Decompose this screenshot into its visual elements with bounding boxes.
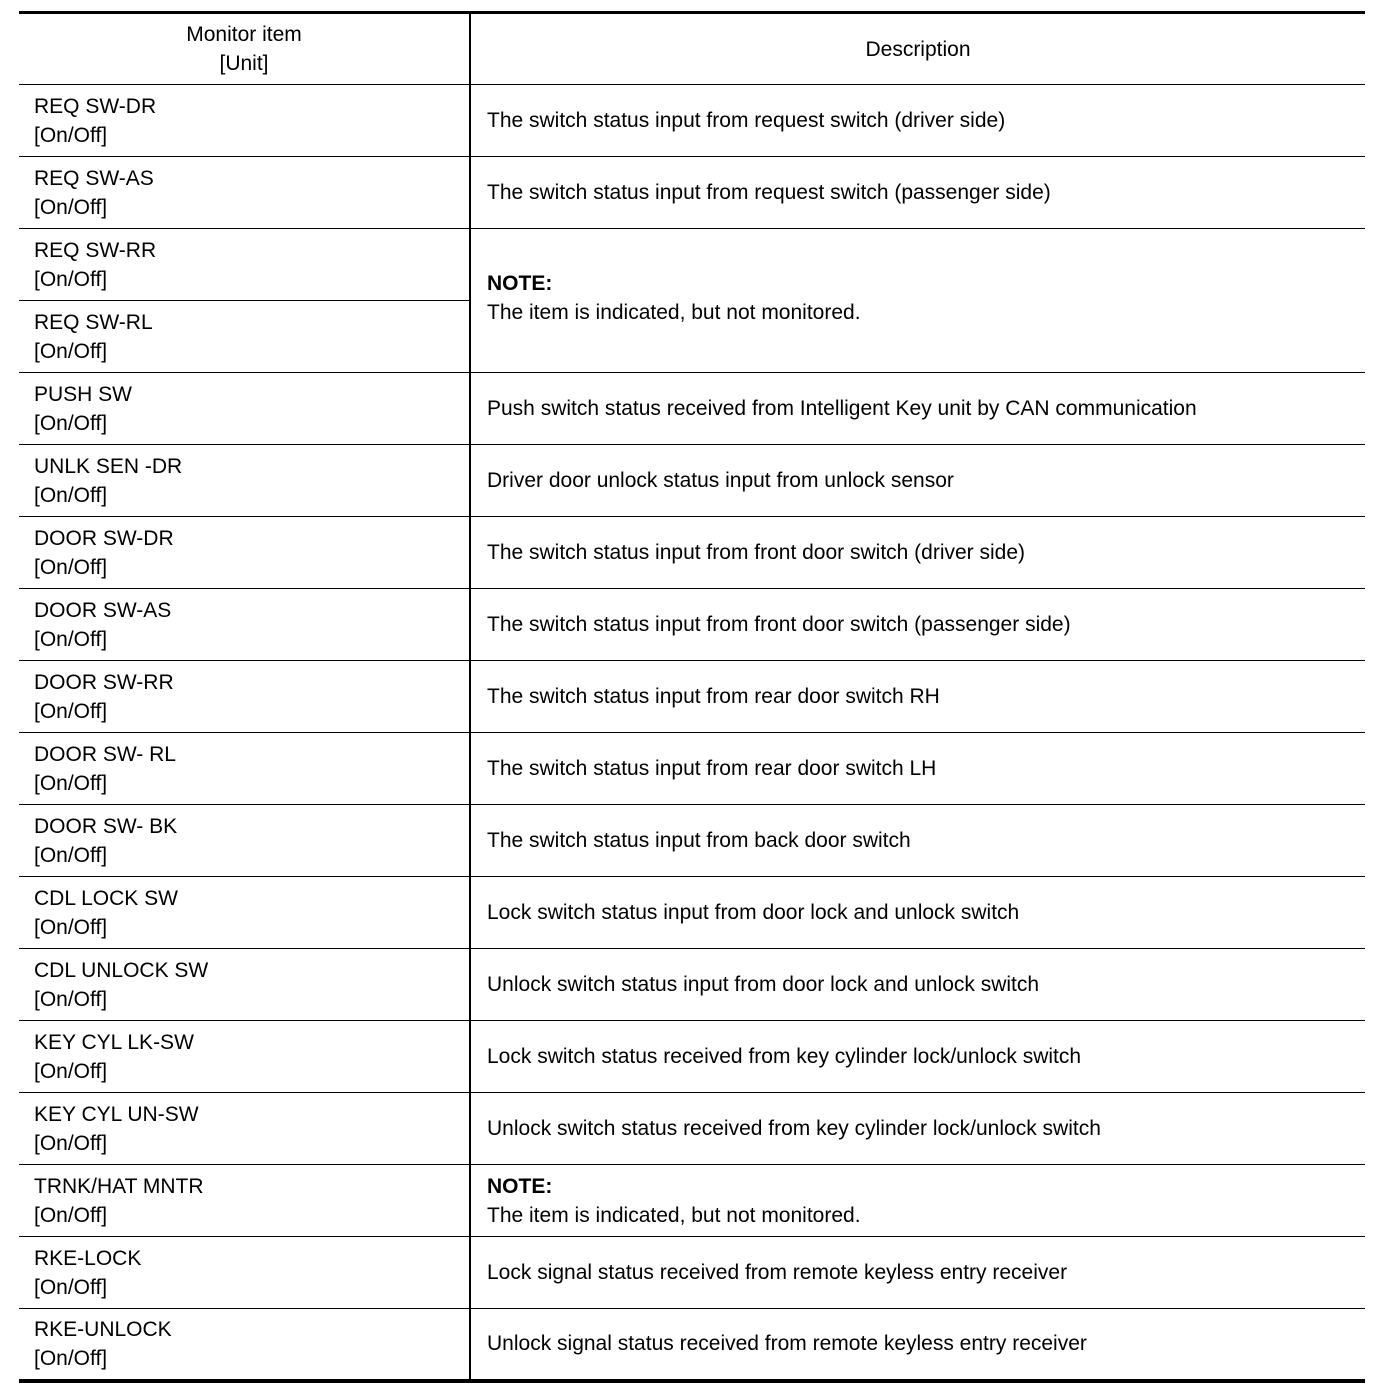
table-row bbox=[19, 661, 1365, 733]
monitor-item-cell bbox=[19, 1165, 470, 1237]
description-cell: The switch status input from front door switch (passenger side) bbox=[470, 589, 1365, 661]
monitor-item-name: REQ SW-RL bbox=[34, 310, 153, 334]
description-cell: Unlock signal status received from remote keyless entry receiver bbox=[487, 1332, 1087, 1356]
description-cell: Push switch status received from Intelligent Key unit by CAN communication bbox=[470, 373, 1365, 445]
monitor-item-cell bbox=[19, 1093, 470, 1165]
monitor-item-unit: [On/Off] bbox=[34, 339, 108, 363]
monitor-item-unit: [On/Off] bbox=[34, 915, 108, 939]
description-cell: The switch status input from request switch (passenger side) bbox=[470, 157, 1365, 229]
note-label: NOTE: bbox=[487, 1174, 553, 1198]
table-row bbox=[19, 229, 1365, 301]
description-cell: Lock signal status received from remote keyless entry receiver bbox=[470, 1237, 1365, 1309]
monitor-item-cell bbox=[19, 589, 470, 661]
table-row bbox=[19, 373, 1365, 445]
monitor-item-cell bbox=[19, 85, 470, 157]
description-cell: The switch status input from rear door switch LH bbox=[470, 733, 1365, 805]
monitor-item-name: KEY CYL UN-SW bbox=[34, 1102, 199, 1126]
monitor-item-name: PUSH SW bbox=[34, 382, 133, 406]
description-cell: The switch status input from rear door switch RH bbox=[470, 661, 1365, 733]
table-row bbox=[19, 805, 1365, 877]
description-cell: Unlock switch status input from door lock and unlock switch bbox=[470, 949, 1365, 1021]
monitor-item-name: DOOR SW-DR bbox=[34, 526, 174, 550]
header-description bbox=[470, 13, 1365, 85]
monitor-item-cell bbox=[19, 373, 470, 445]
table-row bbox=[19, 589, 1365, 661]
monitor-item-table bbox=[19, 11, 1365, 1383]
description-cell: The switch status input from request switch (driver side) bbox=[470, 85, 1365, 157]
header-description-label: Description bbox=[865, 37, 971, 61]
header-monitor-item-label: Monitor item bbox=[186, 23, 302, 46]
monitor-item-unit: [On/Off] bbox=[34, 267, 108, 291]
monitor-item-unit: [On/Off] bbox=[34, 1346, 108, 1370]
monitor-item-name: TRNK/HAT MNTR bbox=[34, 1174, 204, 1198]
monitor-item-unit: [On/Off] bbox=[34, 195, 108, 219]
monitor-item-name: REQ SW-RR bbox=[34, 238, 157, 262]
monitor-item-cell bbox=[19, 445, 470, 517]
table-row bbox=[19, 517, 1365, 589]
monitor-item-unit: [On/Off] bbox=[34, 555, 108, 579]
monitor-item-name: UNLK SEN -DR bbox=[34, 454, 183, 478]
monitor-item-unit: [On/Off] bbox=[34, 771, 108, 795]
monitor-item-name: REQ SW-AS bbox=[34, 166, 154, 190]
monitor-item-cell bbox=[19, 517, 470, 589]
monitor-item-cell bbox=[19, 661, 470, 733]
description-cell: Lock switch status received from key cylinder lock/unlock switch bbox=[470, 1021, 1365, 1093]
table-row bbox=[19, 1093, 1365, 1165]
table-row bbox=[19, 949, 1365, 1021]
monitor-item-cell bbox=[19, 157, 470, 229]
monitor-item-unit: [On/Off] bbox=[34, 123, 108, 147]
monitor-item-unit: [On/Off] bbox=[34, 1203, 108, 1227]
monitor-item-name: DOOR SW- RL bbox=[34, 742, 176, 766]
note-text: The item is indicated, but not monitored. bbox=[487, 1203, 861, 1227]
description-cell: Lock switch status input from door lock and unlock switch bbox=[470, 877, 1365, 949]
monitor-item-unit: [On/Off] bbox=[34, 987, 108, 1011]
monitor-item-cell bbox=[19, 877, 470, 949]
description-cell: Driver door unlock status input from unlock sensor bbox=[470, 445, 1365, 517]
table-row bbox=[19, 1237, 1365, 1309]
table-row bbox=[19, 1165, 1365, 1237]
monitor-item-cell bbox=[19, 805, 470, 877]
monitor-item-cell bbox=[19, 301, 470, 373]
description-cell: The switch status input from back door switch bbox=[470, 805, 1365, 877]
monitor-item-cell bbox=[19, 1021, 470, 1093]
monitor-item-unit: [On/Off] bbox=[34, 699, 108, 723]
table-row bbox=[19, 1021, 1365, 1093]
description-note-cell bbox=[470, 1165, 1365, 1237]
monitor-item-name: REQ SW-DR bbox=[34, 94, 157, 118]
table-row bbox=[19, 157, 1365, 229]
table-row bbox=[19, 877, 1365, 949]
monitor-item-unit: [On/Off] bbox=[34, 1059, 108, 1083]
monitor-item-cell bbox=[19, 1237, 470, 1309]
table-row bbox=[19, 733, 1365, 805]
monitor-item-unit: [On/Off] bbox=[34, 843, 108, 867]
monitor-item-name: DOOR SW- BK bbox=[34, 814, 178, 838]
header-monitor-item bbox=[19, 13, 470, 85]
monitor-item-name: RKE-UNLOCK bbox=[34, 1317, 172, 1341]
description-note-cell bbox=[470, 229, 1365, 373]
monitor-item-unit: [On/Off] bbox=[34, 411, 108, 435]
monitor-item-unit: [On/Off] bbox=[34, 1131, 108, 1155]
header-unit-label: [Unit] bbox=[219, 52, 269, 75]
table-row bbox=[19, 85, 1365, 157]
table-row bbox=[19, 445, 1365, 517]
monitor-item-cell bbox=[19, 1309, 470, 1381]
table-header-row bbox=[19, 13, 1365, 85]
monitor-item-unit: [On/Off] bbox=[34, 1275, 108, 1299]
monitor-item-name: DOOR SW-RR bbox=[34, 670, 174, 694]
note-label: NOTE: bbox=[487, 271, 553, 295]
table-row bbox=[19, 1309, 1365, 1381]
monitor-item-unit: [On/Off] bbox=[34, 483, 108, 507]
description-cell: Unlock switch status received from key cylinder lock/unlock switch bbox=[470, 1093, 1365, 1165]
monitor-item-cell bbox=[19, 229, 470, 301]
monitor-item-name: RKE-LOCK bbox=[34, 1246, 142, 1270]
monitor-item-unit: [On/Off] bbox=[34, 627, 108, 651]
monitor-item-cell bbox=[19, 733, 470, 805]
monitor-item-name: CDL UNLOCK SW bbox=[34, 958, 209, 982]
note-text: The item is indicated, but not monitored. bbox=[487, 300, 861, 324]
monitor-item-name: DOOR SW-AS bbox=[34, 598, 172, 622]
description-cell: The switch status input from front door switch (driver side) bbox=[470, 517, 1365, 589]
monitor-item-cell bbox=[19, 949, 470, 1021]
monitor-item-name: KEY CYL LK-SW bbox=[34, 1030, 194, 1054]
monitor-item-name: CDL LOCK SW bbox=[34, 886, 178, 910]
